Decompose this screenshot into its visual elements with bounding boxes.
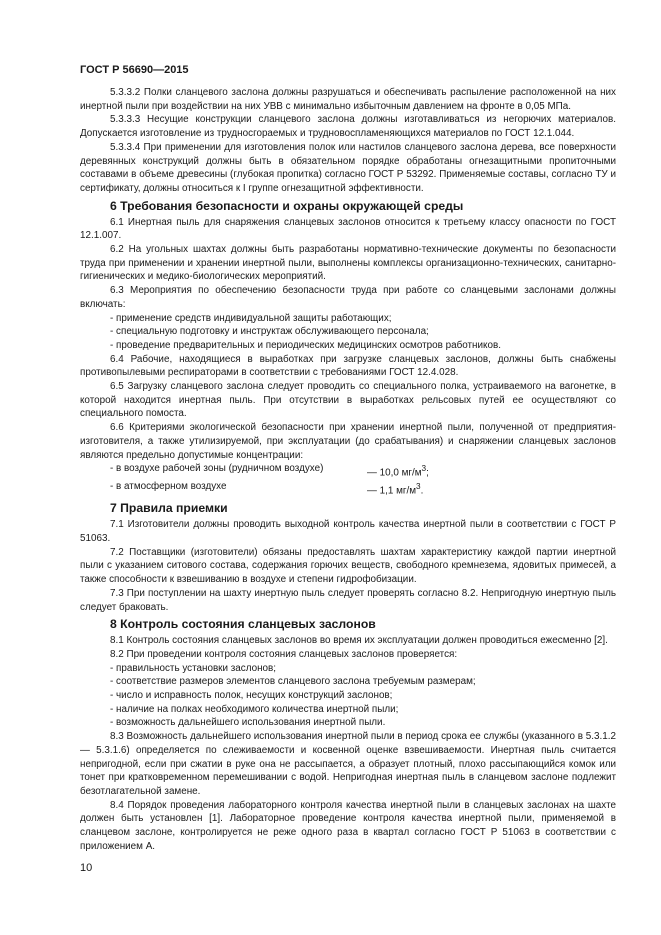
section-7-heading: 7 Правила приемки: [110, 501, 228, 516]
paragraph-6-1: 6.1 Инертная пыль для снаряжения сланцевых заслонов относится к третьему классу опасности по ГОСТ 12.1.007.: [80, 216, 616, 242]
concentration-value: — 1,1 $мг/м^3$.: [367, 482, 424, 497]
section-6-heading: 6 Требования безопасности и охраны окружающей среды: [110, 198, 464, 213]
concentration-row: [80, 462, 616, 480]
paragraph-7-1: 7.1 Изготовители должны проводить выходной контроль качества инертной пыли в соответствии с ГОСТ Р 51063.: [80, 519, 616, 544]
paragraph-6-4: 6.4 Рабочие, находящиеся в выработках при загрузке сланцевых заслонов, должны быть снабжены противопылевыми респираторами в соответствии с требованиями ГОСТ 12.4.028.: [80, 353, 616, 379]
list-item: - проведение предварительных и периодических медицинских осмотров работников.: [110, 339, 501, 351]
paragraph-6-5: 6.5 Загрузку сланцевого заслона следует проводить со специального полка, устраиваемого на вагонетке, в которой находится инертная пыль. При отсутствии в выработках рельсовых путей ее осуществляют со специального помоста.: [80, 381, 616, 420]
paragraph-6-6: 6.6 Критериями экологической безопасности при хранении инертной пыли, полученной от предприятия-изготовителя, а также утилизируемой, при эксплуатации (до срабатывания) и снаряжении сланцевых заслонов являются предельно допустимые концентрации:: [80, 422, 616, 461]
section-8-heading: 8 Контроль состояния сланцевых заслонов: [110, 617, 376, 632]
concentration-value: — 10,0 $мг/м^3$;: [367, 464, 429, 479]
document-body: [80, 86, 616, 853]
paragraph-7-2: 7.2 Поставщики (изготовители) обязаны предоставлять шахтам характеристику каждой партии инертной пыли с указанием ситового состава, содержания горючих веществ, свободного кремнезема, ядовитых примесей, а также способности к взвешиванию в воздухе и степени гидрофобизации.: [80, 546, 616, 586]
document-header: ГОСТ Р 56690—2015: [80, 64, 189, 76]
paragraph-5-3-3-2: 5.3.3.2 Полки сланцевого заслона должны разрушаться и обеспечивать распыление расположенной на них инертной пыли при воздействии на них УВВ с минимально избыточным давлением на фронте в 0,05 МПа.: [80, 87, 616, 112]
concentration-label: - в воздухе рабочей зоны (рудничном воздухе): [110, 463, 324, 475]
paragraph-8-4: 8.4 Порядок проведения лабораторного контроля качества инертной пыли в сланцевых заслонах на шахте должен быть установлен [1]. Лабораторное проведение контроля качества инертной пыли, применяемой в сланцевом заслоне, контролируется не реже одного раза в квартал согласно ГОСТ Р 51063 в соответствии с приложением А.: [80, 799, 616, 852]
list-item: - применение средств индивидуальной защиты работающих;: [110, 312, 392, 324]
paragraph-6-3: 6.3 Мероприятия по обеспечению безопасности труда при работе со сланцевыми заслонами должны включать:: [80, 285, 616, 310]
paragraph-8-3: 8.3 Возможность дальнейшего использования инертной пыли в период срока ее службы (указанного в 5.3.1.2 — 5.3.1.6) определяется по слеживаемости и косвенной оценке взвешиваемости. Инертная пыль считается непригодной, если при сжатии в руке она не рассыпается, а образует плотный, плохо рассыпающийся комок или тонет при кратковременном перемешивании с водой. Непригодная инертная пыль в сланцевом заслоне подлежит безотлагательной замене.: [80, 731, 616, 797]
paragraph-8-1: 8.1 Контроль состояния сланцевых заслонов во время их эксплуатации должен проводиться ежесменно [2].: [110, 635, 608, 647]
list-item: - наличие на полках необходимого количества инертной пыли;: [110, 703, 399, 715]
paragraph-5-3-3-3: 5.3.3.3 Несущие конструкции сланцевого заслона должны изготавливаться из негорючих материалов. Допускается изготовление из трудносгораемых и трудновоспламеняющихся материалов по ГОСТ 12.1.044.: [80, 114, 616, 140]
list-item: - возможность дальнейшего использования инертной пыли.: [110, 717, 386, 729]
paragraph-5-3-3-4: 5.3.3.4 При применении для изготовления полок или настилов сланцевого заслона дерева, все поверхности деревянных конструкций должны быть в обязательном порядке обработаны огнезащитными пропиточными составами в объеме древесины (глубокая пропитка) согласно ГОСТ Р 53292. Применяемые составы, согласно ТУ и сертификату, должны относиться к I группе огнезащитной эффективности.: [80, 141, 616, 194]
paragraph-6-2: 6.2 На угольных шахтах должны быть разработаны нормативно-технические документы по безопасности труда при применении и хранении инертной пыли, выполнены комплексы организационно-технических, санитарно-гигиенических и медико-биологических мероприятий.: [80, 244, 616, 283]
list-item: - число и исправность полок, несущих конструкций заслонов;: [110, 690, 393, 702]
list-item: - специальную подготовку и инструктаж обслуживающего персонала;: [110, 326, 429, 338]
paragraph-7-3: 7.3 При поступлении на шахту инертную пыль следует проверять согласно 8.2. Непригодную инертную пыль следует браковать.: [80, 587, 616, 613]
concentration-label: - в атмосферном воздухе: [110, 481, 227, 493]
page-number: 10: [80, 862, 93, 874]
concentration-row: [80, 480, 616, 498]
paragraph-8-2: 8.2 При проведении контроля состояния сланцевых заслонов проверяется:: [110, 648, 458, 660]
list-item: - правильность установки заслонов;: [110, 662, 277, 674]
list-item: - соответствие размеров элементов сланцевого заслона требуемым размерам;: [110, 676, 476, 688]
